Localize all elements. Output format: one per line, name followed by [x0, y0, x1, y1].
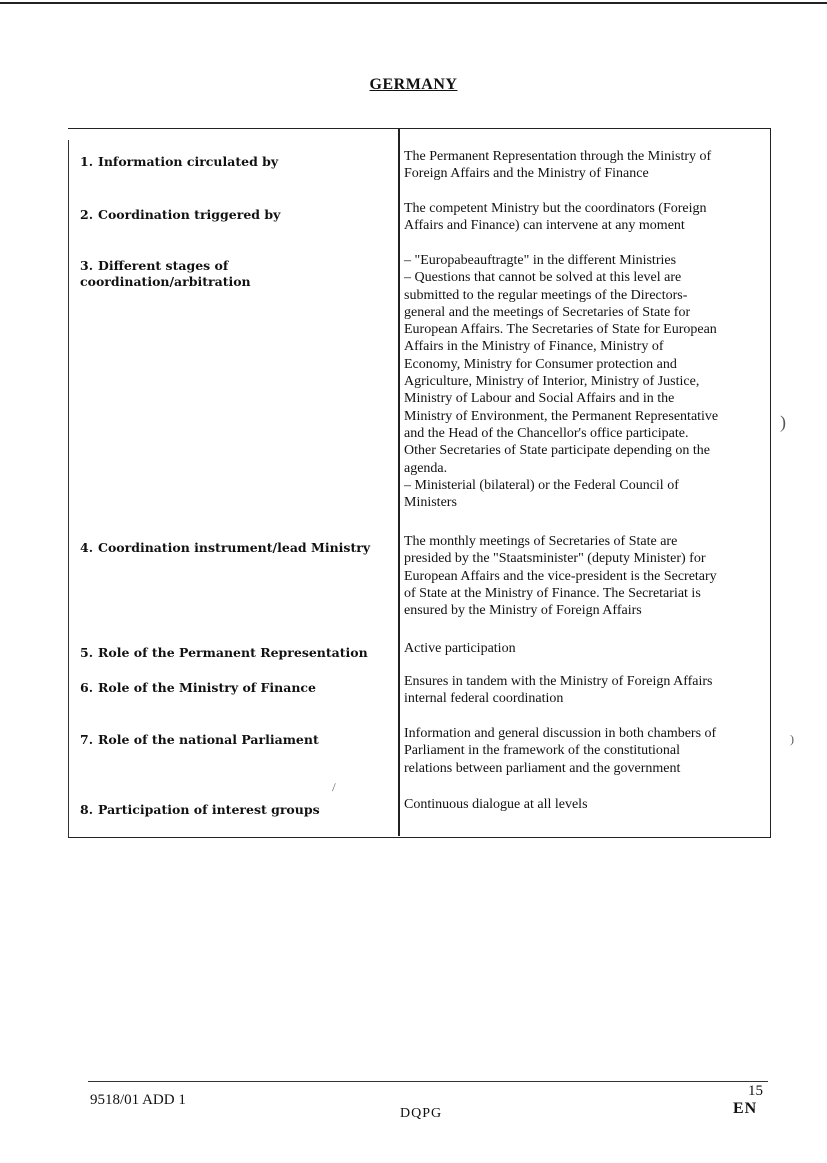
row-answer: Active participation — [404, 641, 516, 656]
page-number: 15 — [748, 1083, 763, 1099]
row-question: 1. Information circulated by — [80, 154, 279, 169]
footer-divider — [88, 1081, 768, 1082]
row-question: 7. Role of the national Parliament — [80, 732, 319, 747]
scan-mark: ) — [790, 732, 794, 746]
scan-mark: ) — [780, 412, 786, 432]
row-answer: Ensures in tandem with the Ministry of Foreign Affairs internal federal coordination — [404, 674, 713, 707]
scan-mark: \ — [328, 780, 340, 794]
department-code: DQPG — [400, 1106, 443, 1121]
page-title: GERMANY — [369, 76, 458, 93]
row-question: 4. Coordination instrument/lead Ministry — [80, 540, 371, 555]
row-answer: The competent Ministry but the coordinators (Foreign Affairs and Finance) can intervene at any moment — [404, 201, 707, 234]
row-question: 5. Role of the Permanent Representation — [80, 645, 368, 660]
language-code: EN — [733, 1100, 758, 1117]
row-answer: – "Europabeauftragte" in the different Ministries – Questions that cannot be solved at this level are submitted to the regular meetings of the Directors- general and the meetings of Secretaries of State for European Affairs. The Secretaries of State for European Affairs in the Ministry of Finance, Ministry of Economy, Ministry for Consumer protection and Agriculture, Ministry of Interior, Ministry of Justice, Ministry of Labour and Social Affairs and in the Ministry of Environment, the Permanent Representative and the Head of the Chancellor's office participate. Other Secretaries of State participate depending on the agenda. – Ministerial (bilateral) or the Federal Council of Ministers — [404, 253, 719, 511]
row-answer: Information and general discussion in both chambers of Parliament in the framework of the constitutional relations between parliament and the government — [404, 726, 717, 776]
row-question: 8. Participation of interest groups — [80, 802, 320, 817]
row-question: 6. Role of the Ministry of Finance — [80, 680, 316, 695]
top-border-line — [0, 2, 827, 4]
row-answer: Continuous dialogue at all levels — [404, 797, 588, 812]
document-reference: 9518/01 ADD 1 — [90, 1092, 186, 1108]
row-answer: The Permanent Representation through the Ministry of Foreign Affairs and the Ministry of Finance — [404, 149, 712, 182]
table-column-divider — [398, 128, 400, 836]
row-answer: The monthly meetings of Secretaries of State are presided by the "Staatsminister" (deputy Minister) for European Affairs and the vice-president is the Secretary of State at the Ministry of Finance. The Secretariat is ensured by the Ministry of Foreign Affairs — [404, 534, 717, 619]
row-question: 3. Different stages of coordination/arbitration — [80, 258, 251, 289]
table-left-border — [68, 140, 69, 837]
row-question: 2. Coordination triggered by — [80, 207, 281, 222]
